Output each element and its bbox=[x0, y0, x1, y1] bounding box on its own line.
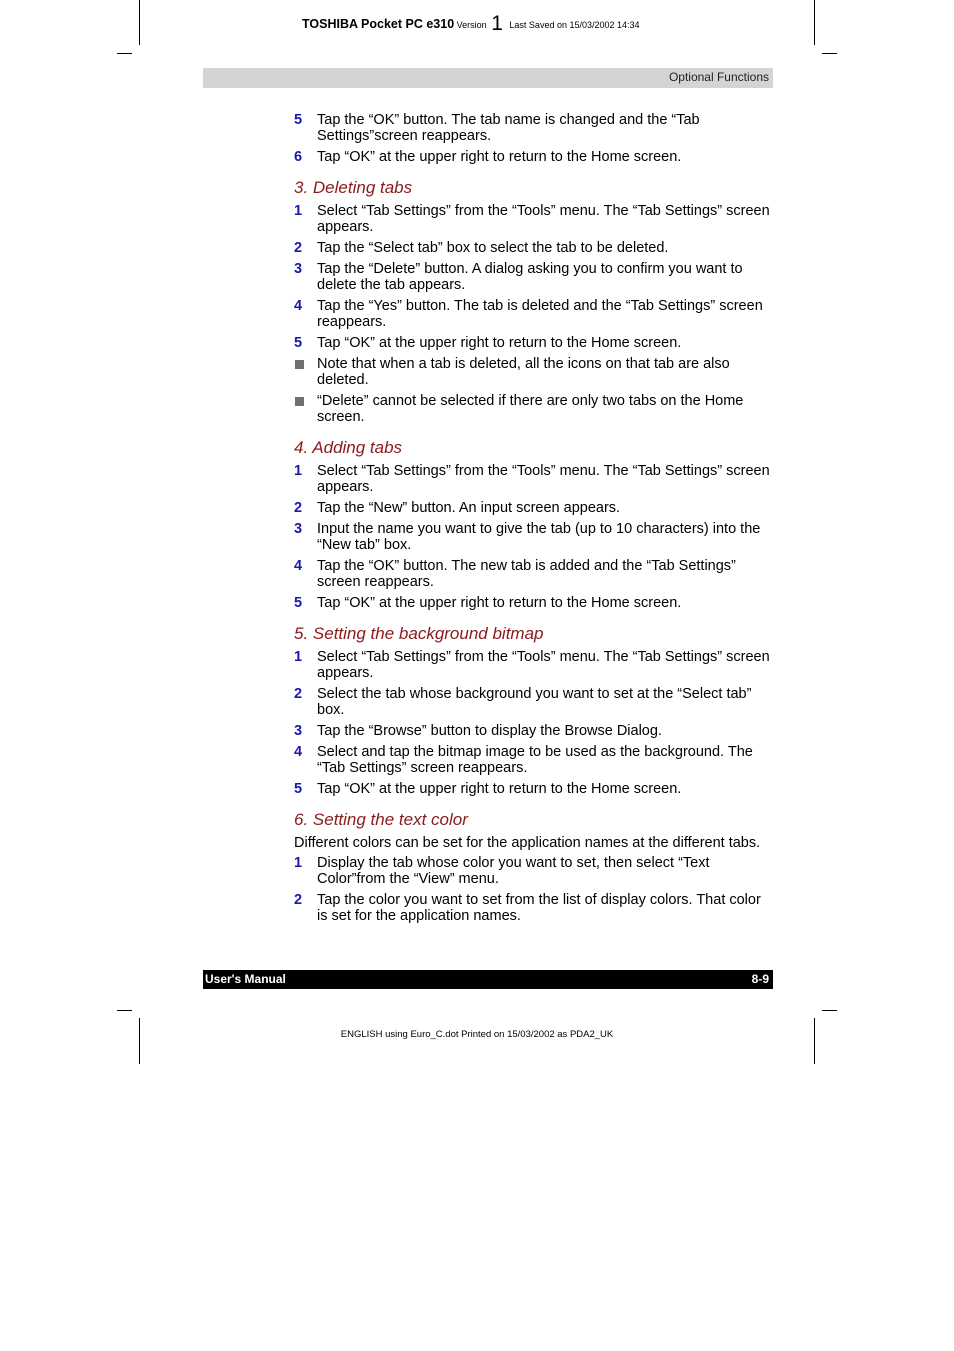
version-label: Version bbox=[456, 20, 487, 30]
step-number: 2 bbox=[294, 500, 303, 516]
step-text: Select “Tab Settings” from the “Tools” menu. The “Tab Settings” screen appears. bbox=[317, 463, 770, 495]
step-text: Display the tab whose color you want to set, then select “Text Color”from the “View” menu. bbox=[317, 855, 710, 887]
step-text: Tap the “OK” button. The tab name is changed and the “Tab Settings”screen reappears. bbox=[317, 112, 700, 144]
step-item bbox=[294, 892, 774, 924]
step-number: 4 bbox=[294, 298, 303, 314]
product-name: TOSHIBA Pocket PC e310 bbox=[302, 17, 455, 31]
crop-mark bbox=[139, 1018, 140, 1064]
bullet-item bbox=[294, 356, 774, 388]
step-item bbox=[294, 686, 774, 718]
crop-mark bbox=[822, 1010, 837, 1011]
step-number: 1 bbox=[294, 855, 303, 871]
section-band bbox=[203, 68, 773, 88]
step-item bbox=[294, 149, 774, 165]
square-bullet-icon bbox=[295, 397, 304, 406]
step-item bbox=[294, 335, 774, 351]
crop-mark bbox=[139, 0, 140, 45]
step-number: 5 bbox=[294, 781, 303, 797]
step-item bbox=[294, 261, 774, 293]
step-number: 4 bbox=[294, 558, 303, 574]
step-text: Tap the color you want to set from the list of display colors. That color is set for the application names. bbox=[317, 892, 761, 924]
footer-bar bbox=[203, 970, 773, 989]
step-number: 1 bbox=[294, 649, 303, 665]
step-text: Select the tab whose background you want to set at the “Select tab” box. bbox=[317, 686, 752, 718]
step-number: 6 bbox=[294, 149, 303, 165]
step-text: Tap the “Yes” button. The tab is deleted and the “Tab Settings” screen reappears. bbox=[317, 298, 763, 330]
step-text: Select and tap the bitmap image to be used as the background. The “Tab Settings” screen reappears. bbox=[317, 744, 753, 776]
step-item bbox=[294, 781, 774, 797]
last-saved: Last Saved on 15/03/2002 14:34 bbox=[509, 20, 640, 30]
version-number: 1 bbox=[491, 12, 503, 35]
step-item bbox=[294, 558, 774, 590]
bullet-text: “Delete” cannot be selected if there are only two tabs on the Home screen. bbox=[317, 393, 744, 425]
step-item bbox=[294, 240, 774, 256]
step-text: Tap the “Select tab” box to select the tab to be deleted. bbox=[317, 240, 669, 256]
step-number: 2 bbox=[294, 240, 303, 256]
step-item bbox=[294, 463, 774, 495]
crop-mark bbox=[117, 1010, 132, 1011]
step-item bbox=[294, 744, 774, 776]
square-bullet-icon bbox=[295, 360, 304, 369]
step-number: 5 bbox=[294, 335, 303, 351]
print-info: ENGLISH using Euro_C.dot Printed on 15/03/2002 as PDA2_UK bbox=[340, 1029, 614, 1040]
step-number: 1 bbox=[294, 463, 303, 479]
step-number: 3 bbox=[294, 723, 303, 739]
step-number: 3 bbox=[294, 521, 303, 537]
step-text: Select “Tab Settings” from the “Tools” menu. The “Tab Settings” screen appears. bbox=[317, 649, 770, 681]
step-text: Tap the “New” button. An input screen appears. bbox=[317, 500, 621, 516]
crop-mark bbox=[117, 53, 132, 54]
step-number: 2 bbox=[294, 686, 303, 702]
step-item bbox=[294, 203, 774, 235]
step-item bbox=[294, 521, 774, 553]
step-number: 2 bbox=[294, 892, 303, 908]
step-number: 4 bbox=[294, 744, 303, 760]
step-item bbox=[294, 112, 774, 144]
step-text: Tap the “Delete” button. A dialog asking you to confirm you want to delete the tab appears. bbox=[317, 261, 743, 293]
paragraph: Different colors can be set for the application names at the different tabs. bbox=[294, 835, 761, 851]
step-item bbox=[294, 855, 774, 887]
crop-mark bbox=[814, 0, 815, 45]
document-meta-header bbox=[302, 10, 640, 34]
step-text: Tap “OK” at the upper right to return to the Home screen. bbox=[317, 781, 682, 797]
step-text: Tap “OK” at the upper right to return to the Home screen. bbox=[317, 595, 682, 611]
crop-mark bbox=[822, 53, 837, 54]
section-heading: 4. Adding tabs bbox=[294, 438, 403, 457]
section-title: Optional Functions bbox=[668, 70, 769, 84]
step-number: 5 bbox=[294, 595, 303, 611]
step-number: 3 bbox=[294, 261, 303, 277]
section-heading: 3. Deleting tabs bbox=[294, 178, 413, 197]
step-item bbox=[294, 649, 774, 681]
step-item bbox=[294, 500, 774, 516]
step-text: Select “Tab Settings” from the “Tools” menu. The “Tab Settings” screen appears. bbox=[317, 203, 770, 235]
step-number: 5 bbox=[294, 112, 303, 128]
step-text: Tap the “OK” button. The new tab is added and the “Tab Settings” screen reappears. bbox=[317, 558, 736, 590]
step-text: Input the name you want to give the tab (up to 10 characters) into the “New tab” box. bbox=[317, 521, 761, 553]
section-heading: 6. Setting the text color bbox=[294, 810, 468, 829]
crop-mark bbox=[814, 1018, 815, 1064]
step-item bbox=[294, 723, 774, 739]
step-text: Tap “OK” at the upper right to return to the Home screen. bbox=[317, 335, 682, 351]
step-number: 1 bbox=[294, 203, 303, 219]
page-content bbox=[294, 112, 774, 929]
section-heading: 5. Setting the background bitmap bbox=[294, 624, 544, 643]
bullet-item bbox=[294, 393, 774, 425]
step-item bbox=[294, 595, 774, 611]
step-text: Tap “OK” at the upper right to return to the Home screen. bbox=[317, 149, 682, 165]
manual-title: User's Manual bbox=[205, 972, 286, 986]
page-number: 8-9 bbox=[751, 972, 769, 986]
step-item bbox=[294, 298, 774, 330]
bullet-text: Note that when a tab is deleted, all the icons on that tab are also deleted. bbox=[317, 356, 730, 388]
step-text: Tap the “Browse” button to display the Browse Dialog. bbox=[317, 723, 662, 739]
